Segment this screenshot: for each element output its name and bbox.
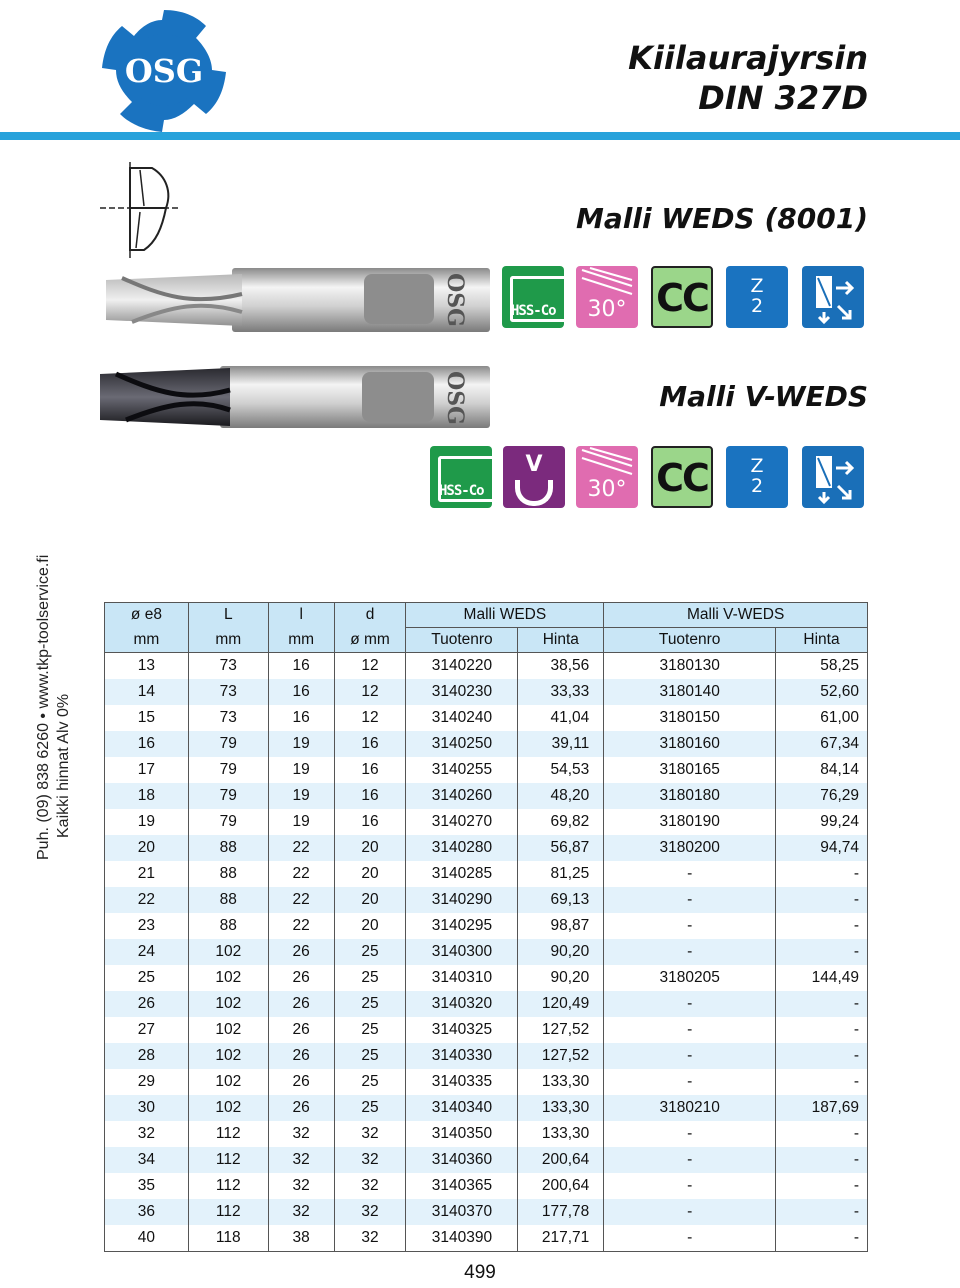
cell-vweds-price: 99,24 bbox=[776, 809, 868, 835]
col-header-vweds-price: Hinta bbox=[776, 628, 868, 653]
cell-cut-length: 26 bbox=[268, 1069, 334, 1095]
cell-shank: 20 bbox=[334, 913, 406, 939]
cell-shank: 25 bbox=[334, 1017, 406, 1043]
weds-tool-image bbox=[102, 266, 490, 334]
cell-weds-price: 127,52 bbox=[518, 1043, 604, 1069]
cell-cut-length: 16 bbox=[268, 705, 334, 731]
cell-weds-price: 69,13 bbox=[518, 887, 604, 913]
table-row bbox=[105, 731, 868, 757]
cell-shank: 16 bbox=[334, 809, 406, 835]
cell-cut-length: 19 bbox=[268, 783, 334, 809]
cell-weds-price: 177,78 bbox=[518, 1199, 604, 1225]
cell-vweds-code: 3180160 bbox=[604, 731, 776, 757]
cell-weds-price: 98,87 bbox=[518, 913, 604, 939]
cell-vweds-price: - bbox=[776, 991, 868, 1017]
center-cutting-icon bbox=[802, 266, 864, 328]
col-unit-diameter: mm bbox=[105, 628, 189, 653]
cell-length: 73 bbox=[188, 653, 268, 680]
col-header-weds-price: Hinta bbox=[518, 628, 604, 653]
hss-co-badge: HSS-Co bbox=[502, 266, 564, 328]
cell-shank: 20 bbox=[334, 887, 406, 913]
cell-length: 102 bbox=[188, 1069, 268, 1095]
cell-cut-length: 38 bbox=[268, 1225, 334, 1252]
flutes-z2-badge: Z 2 bbox=[726, 266, 788, 328]
col-header-weds-code: Tuotenro bbox=[406, 628, 518, 653]
table-row bbox=[105, 835, 868, 861]
cell-vweds-code: 3180190 bbox=[604, 809, 776, 835]
cell-weds-code: 3140270 bbox=[406, 809, 518, 835]
cell-diameter: 22 bbox=[105, 887, 189, 913]
cell-length: 79 bbox=[188, 757, 268, 783]
cell-diameter: 23 bbox=[105, 913, 189, 939]
table-row bbox=[105, 679, 868, 705]
cell-diameter: 17 bbox=[105, 757, 189, 783]
cell-diameter: 15 bbox=[105, 705, 189, 731]
cell-length: 112 bbox=[188, 1173, 268, 1199]
col-header-length: L bbox=[188, 603, 268, 628]
col-header-vweds-code: Tuotenro bbox=[604, 628, 776, 653]
cell-weds-price: 56,87 bbox=[518, 835, 604, 861]
cell-diameter: 34 bbox=[105, 1147, 189, 1173]
cell-diameter: 20 bbox=[105, 835, 189, 861]
cell-vweds-code: 3180140 bbox=[604, 679, 776, 705]
cell-vweds-price: - bbox=[776, 1199, 868, 1225]
cell-weds-price: 133,30 bbox=[518, 1095, 604, 1121]
cell-cut-length: 26 bbox=[268, 1043, 334, 1069]
svg-text:OSG: OSG bbox=[442, 273, 468, 327]
cell-diameter: 13 bbox=[105, 653, 189, 680]
cell-vweds-code: 3180210 bbox=[604, 1095, 776, 1121]
title-line-1: Kiilaurajyrsin bbox=[628, 39, 868, 77]
cell-weds-price: 200,64 bbox=[518, 1173, 604, 1199]
cell-cut-length: 19 bbox=[268, 809, 334, 835]
center-cutting-icon bbox=[802, 446, 864, 508]
cell-length: 88 bbox=[188, 913, 268, 939]
cell-vweds-code: - bbox=[604, 991, 776, 1017]
cell-diameter: 28 bbox=[105, 1043, 189, 1069]
cell-vweds-code: - bbox=[604, 1147, 776, 1173]
cell-length: 79 bbox=[188, 731, 268, 757]
cell-length: 112 bbox=[188, 1121, 268, 1147]
table-row bbox=[105, 1095, 868, 1121]
cell-vweds-code: - bbox=[604, 1121, 776, 1147]
cell-cut-length: 22 bbox=[268, 913, 334, 939]
svg-text:OSG: OSG bbox=[442, 371, 468, 425]
cell-vweds-code: 3180180 bbox=[604, 783, 776, 809]
cell-diameter: 26 bbox=[105, 991, 189, 1017]
cell-diameter: 35 bbox=[105, 1173, 189, 1199]
cell-weds-code: 3140350 bbox=[406, 1121, 518, 1147]
col-header-cut-length: l bbox=[268, 603, 334, 628]
cell-length: 102 bbox=[188, 1095, 268, 1121]
cell-shank: 25 bbox=[334, 991, 406, 1017]
cell-vweds-code: 3180205 bbox=[604, 965, 776, 991]
cell-length: 112 bbox=[188, 1147, 268, 1173]
cell-cut-length: 26 bbox=[268, 1017, 334, 1043]
cell-length: 118 bbox=[188, 1225, 268, 1252]
col-group-vweds: Malli V-WEDS bbox=[604, 603, 868, 628]
cell-vweds-code: - bbox=[604, 1173, 776, 1199]
cell-cut-length: 32 bbox=[268, 1173, 334, 1199]
cell-vweds-code: - bbox=[604, 1043, 776, 1069]
cell-vweds-price: - bbox=[776, 1017, 868, 1043]
cell-weds-code: 3140255 bbox=[406, 757, 518, 783]
cell-shank: 20 bbox=[334, 835, 406, 861]
cell-length: 73 bbox=[188, 705, 268, 731]
cell-cut-length: 26 bbox=[268, 965, 334, 991]
col-unit-cut-length: mm bbox=[268, 628, 334, 653]
cell-diameter: 32 bbox=[105, 1121, 189, 1147]
cell-weds-code: 3140390 bbox=[406, 1225, 518, 1252]
helix-angle-badge: 30° bbox=[576, 266, 638, 328]
cell-cut-length: 22 bbox=[268, 861, 334, 887]
cell-shank: 16 bbox=[334, 757, 406, 783]
table-row bbox=[105, 991, 868, 1017]
cell-shank: 16 bbox=[334, 731, 406, 757]
tolerance-cc-badge: CC bbox=[651, 446, 713, 508]
cell-cut-length: 26 bbox=[268, 991, 334, 1017]
cell-weds-code: 3140250 bbox=[406, 731, 518, 757]
cell-length: 102 bbox=[188, 939, 268, 965]
vweds-tool-image bbox=[96, 364, 490, 430]
cell-shank: 25 bbox=[334, 1095, 406, 1121]
cell-cut-length: 22 bbox=[268, 887, 334, 913]
table-row bbox=[105, 913, 868, 939]
table-row bbox=[105, 861, 868, 887]
cell-length: 102 bbox=[188, 991, 268, 1017]
cell-vweds-price: - bbox=[776, 1147, 868, 1173]
col-header-shank: d bbox=[334, 603, 406, 628]
table-row bbox=[105, 887, 868, 913]
cell-weds-price: 200,64 bbox=[518, 1147, 604, 1173]
cell-weds-price: 69,82 bbox=[518, 809, 604, 835]
cell-diameter: 27 bbox=[105, 1017, 189, 1043]
cell-shank: 25 bbox=[334, 965, 406, 991]
table-row bbox=[105, 1225, 868, 1252]
cell-diameter: 29 bbox=[105, 1069, 189, 1095]
cell-vweds-price: - bbox=[776, 861, 868, 887]
cell-weds-code: 3140300 bbox=[406, 939, 518, 965]
page-number: 499 bbox=[464, 1262, 496, 1283]
cell-vweds-code: - bbox=[604, 1069, 776, 1095]
cell-weds-price: 133,30 bbox=[518, 1069, 604, 1095]
cell-weds-price: 90,20 bbox=[518, 965, 604, 991]
page-title bbox=[628, 38, 868, 118]
cell-weds-code: 3140290 bbox=[406, 887, 518, 913]
cell-shank: 32 bbox=[334, 1225, 406, 1252]
cell-diameter: 25 bbox=[105, 965, 189, 991]
cell-vweds-price: - bbox=[776, 1121, 868, 1147]
cell-cut-length: 32 bbox=[268, 1147, 334, 1173]
col-group-weds: Malli WEDS bbox=[406, 603, 604, 628]
helix-lines-icon bbox=[576, 446, 638, 476]
cell-weds-code: 3140220 bbox=[406, 653, 518, 680]
cell-vweds-price: - bbox=[776, 1225, 868, 1252]
col-unit-shank: ø mm bbox=[334, 628, 406, 653]
model-weds-title: Malli WEDS (8001) bbox=[576, 202, 868, 235]
cell-weds-price: 33,33 bbox=[518, 679, 604, 705]
cell-cut-length: 32 bbox=[268, 1121, 334, 1147]
cell-weds-code: 3140280 bbox=[406, 835, 518, 861]
cell-vweds-code: - bbox=[604, 887, 776, 913]
cell-diameter: 18 bbox=[105, 783, 189, 809]
cell-weds-price: 81,25 bbox=[518, 861, 604, 887]
table-row bbox=[105, 757, 868, 783]
cell-vweds-code: - bbox=[604, 1225, 776, 1252]
cell-cut-length: 26 bbox=[268, 1095, 334, 1121]
cell-weds-code: 3140365 bbox=[406, 1173, 518, 1199]
col-header-diameter: ø e8 bbox=[105, 603, 189, 628]
cell-length: 88 bbox=[188, 861, 268, 887]
cell-vweds-code: 3180165 bbox=[604, 757, 776, 783]
cell-vweds-price: 58,25 bbox=[776, 653, 868, 680]
cell-vweds-price: 84,14 bbox=[776, 757, 868, 783]
cell-weds-code: 3140240 bbox=[406, 705, 518, 731]
cell-weds-code: 3140335 bbox=[406, 1069, 518, 1095]
table-row bbox=[105, 1121, 868, 1147]
cell-weds-price: 41,04 bbox=[518, 705, 604, 731]
cell-length: 88 bbox=[188, 887, 268, 913]
cell-weds-price: 120,49 bbox=[518, 991, 604, 1017]
cell-weds-price: 39,11 bbox=[518, 731, 604, 757]
cell-vweds-code: - bbox=[604, 939, 776, 965]
cell-weds-code: 3140285 bbox=[406, 861, 518, 887]
cell-vweds-price: 94,74 bbox=[776, 835, 868, 861]
cell-diameter: 24 bbox=[105, 939, 189, 965]
cell-vweds-code: 3180130 bbox=[604, 653, 776, 680]
cell-shank: 32 bbox=[334, 1173, 406, 1199]
helix-lines-icon bbox=[576, 266, 638, 296]
cell-vweds-price: - bbox=[776, 887, 868, 913]
table-row bbox=[105, 653, 868, 680]
cell-diameter: 36 bbox=[105, 1199, 189, 1225]
cell-weds-price: 217,71 bbox=[518, 1225, 604, 1252]
hss-co-badge: HSS-Co bbox=[430, 446, 492, 508]
cell-vweds-price: - bbox=[776, 1173, 868, 1199]
cell-cut-length: 22 bbox=[268, 835, 334, 861]
cell-length: 102 bbox=[188, 965, 268, 991]
cell-weds-code: 3140340 bbox=[406, 1095, 518, 1121]
cell-shank: 20 bbox=[334, 861, 406, 887]
cell-diameter: 30 bbox=[105, 1095, 189, 1121]
cell-vweds-price: 67,34 bbox=[776, 731, 868, 757]
cell-length: 112 bbox=[188, 1199, 268, 1225]
model-vweds-title: Malli V-WEDS bbox=[659, 380, 868, 413]
cell-cut-length: 19 bbox=[268, 757, 334, 783]
cell-vweds-code: - bbox=[604, 861, 776, 887]
cell-diameter: 19 bbox=[105, 809, 189, 835]
cell-shank: 32 bbox=[334, 1147, 406, 1173]
tool-profile-icon bbox=[100, 162, 180, 258]
cell-shank: 32 bbox=[334, 1121, 406, 1147]
cell-diameter: 14 bbox=[105, 679, 189, 705]
cell-shank: 25 bbox=[334, 1043, 406, 1069]
cell-weds-code: 3140260 bbox=[406, 783, 518, 809]
sidebar-contact-line: Puh. (09) 838 6260 • www.tkp-toolservice.fi bbox=[35, 554, 52, 860]
cell-weds-code: 3140370 bbox=[406, 1199, 518, 1225]
table-row bbox=[105, 1043, 868, 1069]
price-table bbox=[104, 602, 868, 1252]
cell-weds-price: 127,52 bbox=[518, 1017, 604, 1043]
cell-length: 79 bbox=[188, 783, 268, 809]
table-row bbox=[105, 1017, 868, 1043]
cell-cut-length: 19 bbox=[268, 731, 334, 757]
cell-length: 73 bbox=[188, 679, 268, 705]
cell-cut-length: 26 bbox=[268, 939, 334, 965]
cell-vweds-price: 187,69 bbox=[776, 1095, 868, 1121]
cell-length: 79 bbox=[188, 809, 268, 835]
table-row bbox=[105, 1199, 868, 1225]
cell-weds-code: 3140230 bbox=[406, 679, 518, 705]
cell-weds-price: 90,20 bbox=[518, 939, 604, 965]
cell-vweds-code: - bbox=[604, 1017, 776, 1043]
cell-vweds-code: - bbox=[604, 1199, 776, 1225]
cell-weds-price: 133,30 bbox=[518, 1121, 604, 1147]
cell-vweds-price: 76,29 bbox=[776, 783, 868, 809]
logo-lettering: OSG bbox=[124, 52, 204, 90]
table-row bbox=[105, 1147, 868, 1173]
cell-shank: 12 bbox=[334, 705, 406, 731]
cell-weds-code: 3140330 bbox=[406, 1043, 518, 1069]
cell-shank: 16 bbox=[334, 783, 406, 809]
osg-logo bbox=[100, 8, 228, 132]
cell-shank: 32 bbox=[334, 1199, 406, 1225]
cell-shank: 25 bbox=[334, 1069, 406, 1095]
table-row bbox=[105, 1173, 868, 1199]
cell-vweds-price: - bbox=[776, 913, 868, 939]
table-row bbox=[105, 809, 868, 835]
cell-vweds-price: - bbox=[776, 1069, 868, 1095]
helix-angle-badge: 30° bbox=[576, 446, 638, 508]
cell-vweds-code: - bbox=[604, 913, 776, 939]
cell-length: 102 bbox=[188, 1017, 268, 1043]
table-row bbox=[105, 1069, 868, 1095]
cell-vweds-code: 3180150 bbox=[604, 705, 776, 731]
cell-vweds-code: 3180200 bbox=[604, 835, 776, 861]
col-unit-length: mm bbox=[188, 628, 268, 653]
cell-diameter: 16 bbox=[105, 731, 189, 757]
cell-length: 88 bbox=[188, 835, 268, 861]
v-coating-badge: V bbox=[503, 446, 565, 508]
cell-weds-code: 3140325 bbox=[406, 1017, 518, 1043]
cell-cut-length: 16 bbox=[268, 679, 334, 705]
cell-weds-code: 3140295 bbox=[406, 913, 518, 939]
cell-cut-length: 32 bbox=[268, 1199, 334, 1225]
cell-vweds-price: 61,00 bbox=[776, 705, 868, 731]
cell-weds-code: 3140310 bbox=[406, 965, 518, 991]
table-row bbox=[105, 939, 868, 965]
cell-weds-code: 3140360 bbox=[406, 1147, 518, 1173]
cell-weds-price: 54,53 bbox=[518, 757, 604, 783]
cell-length: 102 bbox=[188, 1043, 268, 1069]
cell-shank: 25 bbox=[334, 939, 406, 965]
cell-diameter: 21 bbox=[105, 861, 189, 887]
table-row bbox=[105, 965, 868, 991]
cell-shank: 12 bbox=[334, 653, 406, 680]
cell-diameter: 40 bbox=[105, 1225, 189, 1252]
cell-vweds-price: 52,60 bbox=[776, 679, 868, 705]
table-row bbox=[105, 705, 868, 731]
cell-vweds-price: - bbox=[776, 939, 868, 965]
tolerance-cc-badge: CC bbox=[651, 266, 713, 328]
header-rule bbox=[0, 132, 960, 140]
cell-shank: 12 bbox=[334, 679, 406, 705]
cell-weds-code: 3140320 bbox=[406, 991, 518, 1017]
table-row bbox=[105, 783, 868, 809]
sidebar-contact bbox=[34, 460, 84, 860]
cell-vweds-price: - bbox=[776, 1043, 868, 1069]
cell-weds-price: 38,56 bbox=[518, 653, 604, 680]
cell-vweds-price: 144,49 bbox=[776, 965, 868, 991]
cell-weds-price: 48,20 bbox=[518, 783, 604, 809]
sidebar-vat-line: Kaikki hinnat Alv 0% bbox=[55, 693, 72, 838]
flutes-z2-badge: Z 2 bbox=[726, 446, 788, 508]
title-line-2: DIN 327D bbox=[698, 79, 868, 117]
cell-cut-length: 16 bbox=[268, 653, 334, 680]
